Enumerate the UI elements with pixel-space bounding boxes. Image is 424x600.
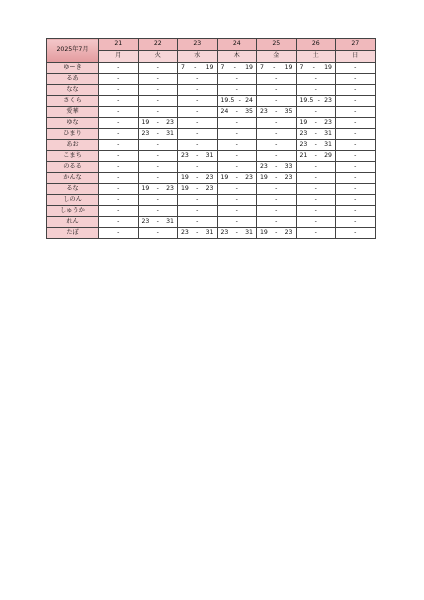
range-separator: -: [317, 96, 320, 104]
range-separator: -: [235, 173, 238, 181]
empty-shift-cell: -: [296, 173, 336, 184]
staff-row: [47, 140, 376, 151]
shift-start: 23: [181, 228, 189, 236]
shift-end: 23: [245, 173, 253, 181]
empty-shift-cell: -: [99, 140, 139, 151]
staff-name: 愛華: [47, 107, 99, 118]
range-separator: -: [314, 118, 317, 126]
empty-shift-cell: -: [336, 129, 376, 140]
shift-start: 19: [260, 173, 268, 181]
empty-shift-cell: -: [138, 162, 178, 173]
range-separator: -: [194, 63, 197, 71]
shift-start: 7: [299, 63, 304, 71]
shift-start: 19: [260, 228, 268, 236]
empty-shift-cell: -: [99, 74, 139, 85]
range-separator: -: [314, 151, 317, 159]
staff-row: [47, 206, 376, 217]
shift-start: 7: [220, 63, 225, 71]
shift-time-cell: [257, 173, 297, 184]
staff-name: るあ: [47, 74, 99, 85]
staff-row: [47, 96, 376, 107]
shift-time-cell: [296, 118, 336, 129]
shift-time-cell: [138, 118, 178, 129]
empty-shift-cell: -: [296, 184, 336, 195]
empty-shift-cell: -: [99, 184, 139, 195]
empty-shift-cell: -: [336, 173, 376, 184]
empty-shift-cell: -: [217, 74, 257, 85]
range-separator: -: [196, 151, 199, 159]
empty-shift-cell: -: [99, 118, 139, 129]
empty-shift-cell: -: [178, 206, 218, 217]
range-separator: -: [156, 129, 159, 137]
empty-shift-cell: -: [178, 129, 218, 140]
empty-shift-cell: -: [336, 63, 376, 74]
empty-shift-cell: -: [257, 85, 297, 96]
shift-end: 19: [245, 63, 253, 71]
range-separator: -: [156, 184, 159, 192]
empty-shift-cell: -: [99, 129, 139, 140]
empty-shift-cell: -: [336, 96, 376, 107]
empty-shift-cell: -: [99, 151, 139, 162]
shift-end: 31: [245, 228, 253, 236]
empty-shift-cell: -: [257, 151, 297, 162]
empty-shift-cell: -: [138, 140, 178, 151]
shift-start: 19: [299, 118, 308, 126]
empty-shift-cell: -: [217, 151, 257, 162]
staff-row: [47, 184, 376, 195]
staff-name: たぽ: [47, 228, 99, 239]
shift-end: 23: [324, 118, 332, 126]
empty-shift-cell: -: [217, 184, 257, 195]
staff-name: れん: [47, 217, 99, 228]
shift-end: 23: [284, 173, 293, 181]
range-separator: -: [275, 107, 278, 115]
staff-row: [47, 129, 376, 140]
shift-time-cell: [178, 63, 218, 74]
day-number-header: 24: [217, 39, 257, 51]
empty-shift-cell: -: [217, 206, 257, 217]
shift-start: 23: [260, 107, 268, 115]
empty-shift-cell: -: [99, 96, 139, 107]
empty-shift-cell: -: [99, 107, 139, 118]
empty-shift-cell: -: [257, 129, 297, 140]
shift-start: 19: [141, 118, 150, 126]
range-separator: -: [275, 162, 278, 170]
shift-start: 23: [141, 217, 150, 225]
weekday-header: 日: [336, 51, 376, 63]
shift-start: 19: [181, 184, 189, 192]
empty-shift-cell: -: [257, 195, 297, 206]
range-separator: -: [156, 217, 159, 225]
empty-shift-cell: -: [336, 184, 376, 195]
empty-shift-cell: -: [336, 151, 376, 162]
empty-shift-cell: -: [296, 206, 336, 217]
shift-end: 31: [166, 217, 174, 225]
shift-end: 19: [284, 63, 293, 71]
shift-end: 19: [324, 63, 332, 71]
shift-time-cell: [217, 107, 257, 118]
empty-shift-cell: -: [178, 74, 218, 85]
shift-time-cell: [217, 63, 257, 74]
shift-time-cell: [296, 129, 336, 140]
shift-time-cell: [257, 107, 297, 118]
empty-shift-cell: -: [99, 206, 139, 217]
shift-end: 24: [245, 96, 253, 104]
staff-name: かんな: [47, 173, 99, 184]
empty-shift-cell: -: [99, 162, 139, 173]
weekday-header: 土: [296, 51, 336, 63]
shift-start: 23: [141, 129, 150, 137]
staff-name: こまち: [47, 151, 99, 162]
shift-time-cell: [138, 184, 178, 195]
empty-shift-cell: -: [138, 74, 178, 85]
staff-name: しゅうか: [47, 206, 99, 217]
empty-shift-cell: -: [257, 118, 297, 129]
shift-start: 23: [299, 129, 308, 137]
shift-time-cell: [257, 228, 297, 239]
empty-shift-cell: -: [178, 107, 218, 118]
shift-time-cell: [178, 228, 218, 239]
staff-row: [47, 217, 376, 228]
day-number-header: 27: [336, 39, 376, 51]
staff-name: ゆな: [47, 118, 99, 129]
range-separator: -: [235, 228, 238, 236]
empty-shift-cell: -: [257, 74, 297, 85]
range-separator: -: [235, 107, 238, 115]
staff-row: [47, 118, 376, 129]
shift-end: 33: [284, 162, 293, 170]
staff-row: [47, 85, 376, 96]
shift-end: 31: [205, 228, 214, 236]
staff-row: [47, 74, 376, 85]
empty-shift-cell: -: [178, 96, 218, 107]
empty-shift-cell: -: [178, 140, 218, 151]
shift-time-cell: [138, 217, 178, 228]
empty-shift-cell: -: [178, 118, 218, 129]
month-label: 2025年7月: [47, 39, 99, 63]
empty-shift-cell: -: [336, 162, 376, 173]
shift-end: 23: [166, 118, 174, 126]
shift-time-cell: [296, 96, 336, 107]
shift-start: 19.5: [220, 96, 235, 104]
empty-shift-cell: -: [99, 195, 139, 206]
shift-time-cell: [178, 151, 218, 162]
day-number-header: 25: [257, 39, 297, 51]
shift-start: 7: [181, 63, 185, 71]
empty-shift-cell: -: [217, 140, 257, 151]
empty-shift-cell: -: [336, 195, 376, 206]
staff-name: のるる: [47, 162, 99, 173]
shift-time-cell: [217, 96, 257, 107]
empty-shift-cell: -: [257, 217, 297, 228]
shift-end: 35: [245, 107, 253, 115]
empty-shift-cell: -: [336, 85, 376, 96]
empty-shift-cell: -: [138, 195, 178, 206]
empty-shift-cell: -: [217, 129, 257, 140]
range-separator: -: [196, 173, 199, 181]
range-separator: -: [312, 63, 315, 71]
empty-shift-cell: -: [138, 85, 178, 96]
empty-shift-cell: -: [138, 96, 178, 107]
range-separator: -: [196, 228, 199, 236]
empty-shift-cell: -: [138, 206, 178, 217]
staff-name: るな: [47, 184, 99, 195]
range-separator: -: [275, 228, 278, 236]
empty-shift-cell: -: [217, 217, 257, 228]
empty-shift-cell: -: [178, 162, 218, 173]
empty-shift-cell: -: [138, 173, 178, 184]
shift-schedule-table: [46, 38, 376, 239]
shift-end: 31: [324, 129, 332, 137]
shift-start: 19: [141, 184, 150, 192]
shift-start: 23: [260, 162, 268, 170]
shift-time-cell: [296, 63, 336, 74]
shift-end: 31: [205, 151, 214, 159]
shift-time-cell: [296, 151, 336, 162]
range-separator: -: [314, 140, 317, 148]
weekday-header: 金: [257, 51, 297, 63]
staff-row: [47, 162, 376, 173]
empty-shift-cell: -: [336, 140, 376, 151]
staff-name: さくら: [47, 96, 99, 107]
empty-shift-cell: -: [178, 85, 218, 96]
day-number-header: 26: [296, 39, 336, 51]
day-number-header: 23: [178, 39, 218, 51]
empty-shift-cell: -: [296, 217, 336, 228]
range-separator: -: [156, 118, 159, 126]
staff-row: [47, 151, 376, 162]
shift-end: 23: [205, 184, 214, 192]
staff-row: [47, 107, 376, 118]
staff-name: ゆーき: [47, 63, 99, 74]
range-separator: -: [275, 173, 278, 181]
shift-end: 19: [205, 63, 214, 71]
shift-end: 23: [284, 228, 293, 236]
empty-shift-cell: -: [138, 107, 178, 118]
day-number-header: 21: [99, 39, 139, 51]
staff-row: [47, 173, 376, 184]
empty-shift-cell: -: [336, 206, 376, 217]
empty-shift-cell: -: [336, 74, 376, 85]
empty-shift-cell: -: [99, 63, 139, 74]
weekday-header: 木: [217, 51, 257, 63]
empty-shift-cell: -: [99, 228, 139, 239]
staff-name: あお: [47, 140, 99, 151]
shift-time-cell: [178, 173, 218, 184]
empty-shift-cell: -: [138, 228, 178, 239]
shift-time-cell: [257, 63, 297, 74]
empty-shift-cell: -: [296, 228, 336, 239]
empty-shift-cell: -: [257, 206, 297, 217]
empty-shift-cell: -: [178, 195, 218, 206]
empty-shift-cell: -: [296, 107, 336, 118]
empty-shift-cell: -: [296, 162, 336, 173]
empty-shift-cell: -: [178, 217, 218, 228]
range-separator: -: [196, 184, 199, 192]
shift-start: 23: [299, 140, 308, 148]
empty-shift-cell: -: [99, 85, 139, 96]
empty-shift-cell: -: [336, 107, 376, 118]
staff-row: [47, 228, 376, 239]
shift-time-cell: [217, 228, 257, 239]
shift-start: 7: [260, 63, 264, 71]
weekday-header: 火: [138, 51, 178, 63]
shift-end: 23: [324, 96, 332, 104]
weekday-header: 月: [99, 51, 139, 63]
shift-end: 23: [205, 173, 214, 181]
weekday-header: 水: [178, 51, 218, 63]
empty-shift-cell: -: [257, 96, 297, 107]
empty-shift-cell: -: [336, 217, 376, 228]
empty-shift-cell: -: [138, 63, 178, 74]
shift-start: 24: [220, 107, 229, 115]
shift-end: 31: [324, 140, 332, 148]
range-separator: -: [273, 63, 276, 71]
empty-shift-cell: -: [99, 173, 139, 184]
staff-row: [47, 195, 376, 206]
shift-start: 19: [220, 173, 229, 181]
empty-shift-cell: -: [336, 118, 376, 129]
shift-time-cell: [257, 162, 297, 173]
shift-time-cell: [138, 129, 178, 140]
empty-shift-cell: -: [257, 140, 297, 151]
empty-shift-cell: -: [217, 162, 257, 173]
empty-shift-cell: -: [138, 151, 178, 162]
empty-shift-cell: -: [217, 85, 257, 96]
empty-shift-cell: -: [217, 195, 257, 206]
empty-shift-cell: -: [296, 74, 336, 85]
shift-start: 23: [181, 151, 189, 159]
range-separator: -: [238, 96, 241, 104]
shift-start: 23: [220, 228, 229, 236]
staff-row: [47, 63, 376, 74]
empty-shift-cell: -: [99, 217, 139, 228]
day-number-header: 22: [138, 39, 178, 51]
shift-start: 19: [181, 173, 189, 181]
shift-time-cell: [296, 140, 336, 151]
range-separator: -: [314, 129, 317, 137]
shift-end: 35: [284, 107, 293, 115]
shift-end: 23: [166, 184, 174, 192]
empty-shift-cell: -: [257, 184, 297, 195]
empty-shift-cell: -: [336, 228, 376, 239]
shift-time-cell: [178, 184, 218, 195]
staff-name: なな: [47, 85, 99, 96]
empty-shift-cell: -: [296, 195, 336, 206]
staff-name: しのん: [47, 195, 99, 206]
shift-end: 31: [166, 129, 174, 137]
shift-end: 29: [324, 151, 332, 159]
range-separator: -: [233, 63, 236, 71]
staff-name: ひまり: [47, 129, 99, 140]
empty-shift-cell: -: [217, 118, 257, 129]
shift-time-cell: [217, 173, 257, 184]
empty-shift-cell: -: [296, 85, 336, 96]
shift-start: 19.5: [299, 96, 314, 104]
shift-start: 21: [299, 151, 308, 159]
